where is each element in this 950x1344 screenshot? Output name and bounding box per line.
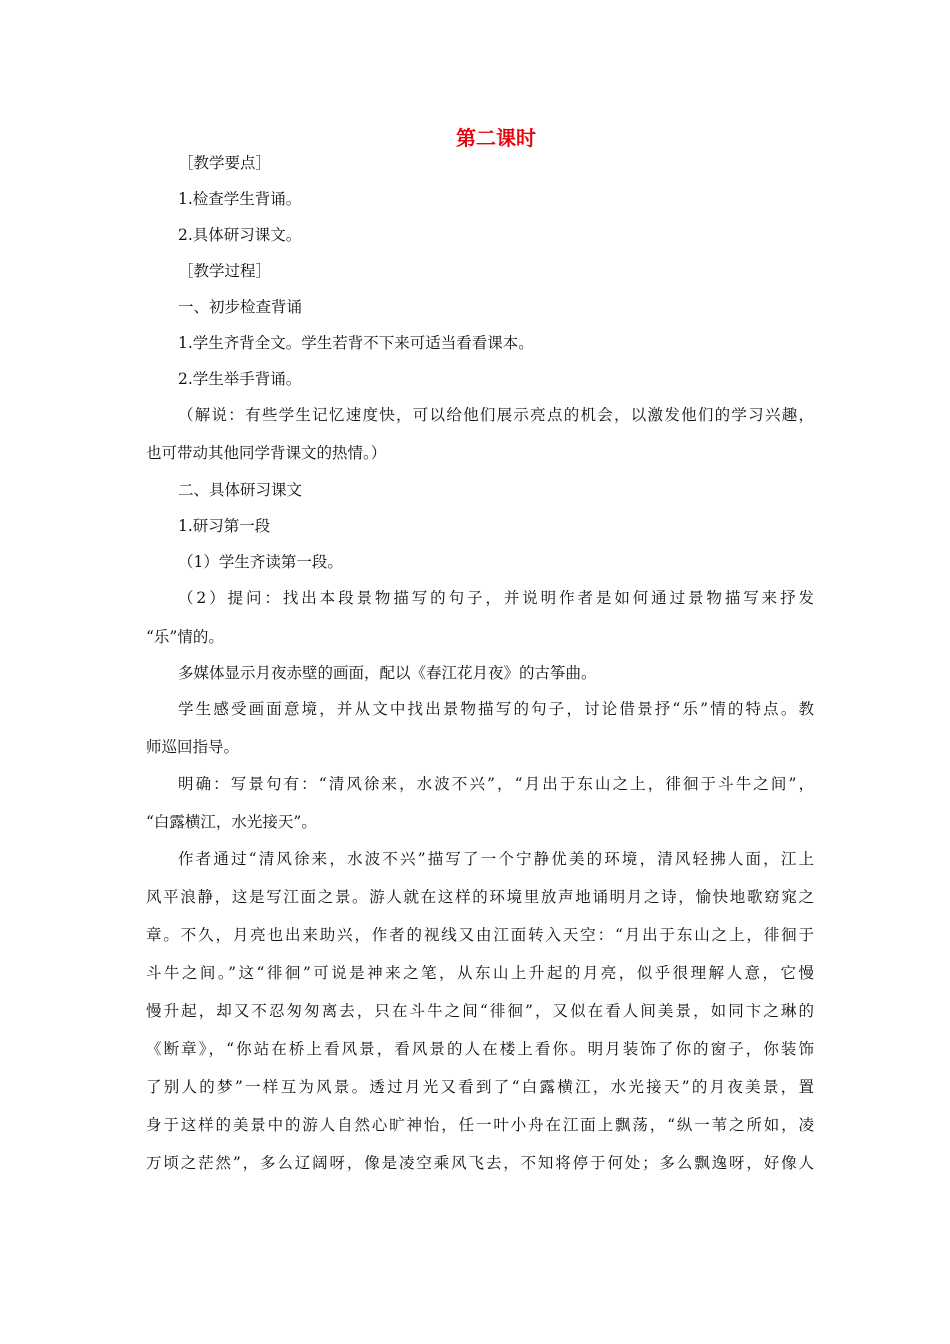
paragraph-line: 也可带动其他同学背课文的热情。） (146, 444, 387, 462)
paragraph-line: 明确：写景句有：“清风徐来，水波不兴”，“月出于东山之上，徘徊于斗牛之间”， (178, 775, 814, 793)
paragraph-line: 2.具体研习课文。 (178, 226, 302, 244)
paragraph-line: 1.学生齐背全文。学生若背不下来可适当看看课本。 (178, 334, 534, 352)
paragraph-line: 1.检查学生背诵。 (178, 190, 302, 208)
paragraph-line: （1）学生齐读第一段。 (178, 553, 343, 571)
paragraph-line: 慢升起，却又不忍匆匆离去，只在斗牛之间“徘徊”，又似在看人间美景，如同卞之琳的 (146, 1002, 814, 1020)
paragraph-line: 2.学生举手背诵。 (178, 370, 302, 388)
paragraph-line: 作者通过“清风徐来，水波不兴”描写了一个宁静优美的环境，清风轻拂人面，江上 (178, 850, 814, 868)
paragraph-line: （解说：有些学生记忆速度快，可以给他们展示亮点的机会，以激发他们的学习兴趣， (178, 406, 814, 424)
paragraph-line: 1.研习第一段 (178, 517, 271, 535)
paragraph-line: 风平浪静，这是写江面之景。游人就在这样的环境里放声地诵明月之诗，愉快地歌窈窕之 (146, 888, 814, 906)
paragraph-line: 学生感受画面意境，并从文中找出景物描写的句子，讨论借景抒“乐”情的特点。教 (178, 700, 814, 718)
paragraph-line: 二、具体研习课文 (178, 481, 303, 499)
paragraph-line: “白露横江，水光接天”。 (146, 813, 317, 831)
paragraph-line: 章。不久，月亮也出来助兴，作者的视线又由江面转入天空：“月出于东山之上，徘徊于 (146, 926, 814, 944)
paragraph-line: ［教学过程］ (178, 262, 272, 280)
paragraph-line: 斗牛之间。”这“徘徊”可说是神来之笔，从东山上升起的月亮，似乎很理解人意，它慢 (146, 964, 814, 982)
page-title: 第二课时 (456, 126, 536, 150)
paragraph-line: ［教学要点］ (178, 154, 272, 172)
paragraph-line: 身于这样的美景中的游人自然心旷神怡，任一叶小舟在江面上飘荡，“纵一苇之所如，凌 (146, 1116, 814, 1134)
paragraph-line: 一、初步检查背诵 (178, 298, 303, 316)
paragraph-line: 万顷之茫然”，多么辽阔呀，像是凌空乘风飞去，不知将停于何处；多么飘逸呀，好像人 (146, 1154, 814, 1172)
paragraph-line: 多媒体显示月夜赤壁的画面，配以《春江花月夜》的古筝曲。 (178, 664, 597, 682)
paragraph-line: “乐”情的。 (146, 628, 224, 646)
paragraph-line: 师巡回指导。 (146, 738, 240, 756)
paragraph-line: 《断章》，“你站在桥上看风景，看风景的人在楼上看你。明月装饰了你的窗子，你装饰 (146, 1040, 814, 1058)
paragraph-line: 了别人的梦”一样互为风景。透过月光又看到了“白露横江，水光接天”的月夜美景，置 (146, 1078, 814, 1096)
paragraph-line: （2）提问：找出本段景物描写的句子，并说明作者是如何通过景物描写来抒发 (178, 589, 814, 607)
